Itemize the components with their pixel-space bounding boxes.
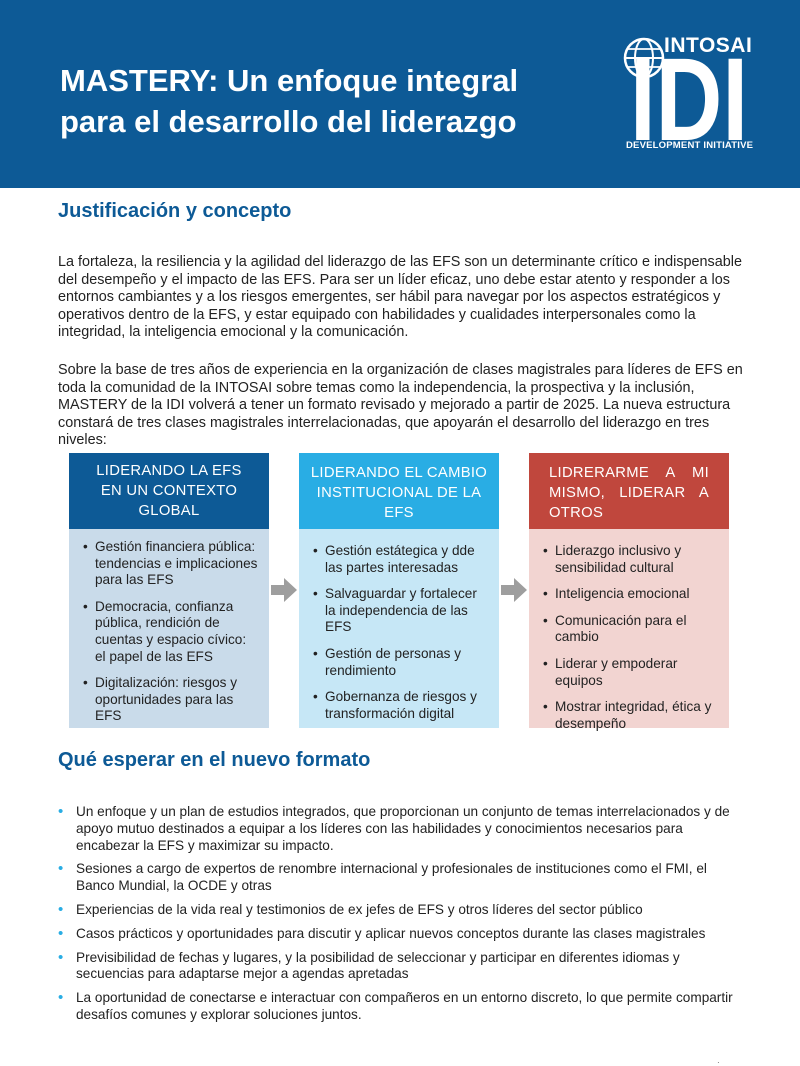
section-heading-justification: Justificación y concepto — [58, 200, 292, 222]
section-heading-format: Qué esperar en el nuevo formato — [58, 749, 371, 771]
list-item: • Previsibilidad de fechas y lugares, y la posibilidad de seleccionar y participar en diferentes idiomas y secuencias para adaptarse mejor a agendas apretadas — [58, 950, 748, 984]
page-title: MASTERY: Un enfoque integral para el desarrollo del liderazgo — [60, 63, 519, 139]
level-card-global — [69, 453, 269, 728]
level-card-body — [69, 529, 269, 728]
paragraph-background: Sobre la base de tres años de experiencia en la organización de clases magistrales para líderes de EFS en toda la comunidad de la INTOSAI sobre temas como la independencia, la prospectiva y la inclusión, MASTERY de la IDI volverá a tener un formato revisado y mejorado a partir de 2025. La nueva estructura constará de tres clases magistrales interrelacionadas, que apoyarán el desarrollo del liderazgo en tres niveles: — [58, 362, 743, 449]
list-item: • Comunicación para el cambio — [539, 613, 719, 646]
level-card-self — [529, 453, 729, 731]
level-card-title — [529, 453, 729, 529]
format-bullet-list — [58, 804, 748, 1031]
list-item: • Gestión estátegica y dde las partes interesadas — [309, 543, 489, 576]
list-item: • Gestión financiera pública: tendencias e implicaciones para las EFS — [79, 539, 259, 589]
logo-idi-mark — [630, 52, 748, 144]
arrow-right-icon — [271, 577, 297, 603]
level-card-body — [529, 529, 729, 731]
list-item: • Digitalización: riesgos y oportunidades para las EFS — [79, 675, 259, 725]
page-marker: · — [717, 1058, 720, 1066]
logo-intosai-text: INTOSAI — [664, 34, 753, 57]
list-item: • Gobernanza de riesgos y transformación digital — [309, 689, 489, 722]
level-card-title: LIDERANDO LA EFS EN UN CONTEXTO GLOBAL — [69, 453, 269, 529]
level-card-title-line: OTROS — [549, 505, 604, 521]
paragraph-intro: La fortaleza, la resiliencia y la agilidad del liderazgo de las EFS son un determinante crítico e indispensable del desempeño y el impacto de las EFS. Para ser un líder eficaz, uno debe estar atento y responder a los entornos cambiantes y a los riesgos emergentes, ser hábil para navegar por los aspectos estratégicos y operativos dentro de la EFS, y estar equipado con habilidades y cualidades interpersonales como la integridad, la inteligencia emocional y la comunicación. — [58, 254, 742, 341]
level-card-title: LIDERANDO EL CAMBIO INSTITUCIONAL DE LA EFS — [299, 453, 499, 529]
header-banner — [0, 0, 800, 188]
list-item: • Liderar y empoderar equipos — [539, 656, 719, 689]
level-card-title-line: MISMO, LIDERAR A — [549, 485, 709, 501]
list-item: • Experiencias de la vida real y testimonios de ex jefes de EFS y otros líderes del sector público — [58, 902, 748, 919]
list-item: • Salvaguardar y fortalecer la independencia de las EFS — [309, 586, 489, 636]
arrow-right-icon — [501, 577, 527, 603]
list-item: • Inteligencia emocional — [539, 586, 719, 603]
list-item: • Casos prácticos y oportunidades para discutir y aplicar nuevos conceptos durante las clases magistrales — [58, 926, 748, 943]
level-card-body — [299, 529, 499, 728]
logo-subtitle: DEVELOPMENT INITIATIVE — [626, 140, 754, 151]
intosai-idi-logo — [618, 30, 758, 160]
logo-idi-text: IDI — [630, 52, 748, 144]
list-item: • Liderazgo inclusivo y sensibilidad cultural — [539, 543, 719, 576]
list-item: • Gestión de personas y rendimiento — [309, 646, 489, 679]
list-item: • Mostrar integridad, ética y desempeño — [539, 699, 719, 732]
level-card-title-line: LIDRERARME A MI — [549, 465, 709, 481]
list-item: • Sesiones a cargo de expertos de renombre internacional y profesionales de instituciones como el FMI, el Banco Mundial, la OCDE y otras — [58, 861, 748, 895]
list-item: • Un enfoque y un plan de estudios integrados, que proporcionan un conjunto de temas interrelacionados y de apoyo mutuo destinados a equipar a los líderes con las habilidades y conocimientos necesarios para encabezar la EFS y maximizar su impacto. — [58, 804, 748, 854]
list-item: • La oportunidad de conectarse e interactuar con compañeros en un entorno discreto, lo que permite compartir desafíos comunes y explorar soluciones juntos. — [58, 990, 748, 1024]
level-card-institutional — [299, 453, 499, 728]
list-item: • Democracia, confianza pública, rendición de cuentas y espacio cívico: el papel de las EFS — [79, 599, 259, 665]
